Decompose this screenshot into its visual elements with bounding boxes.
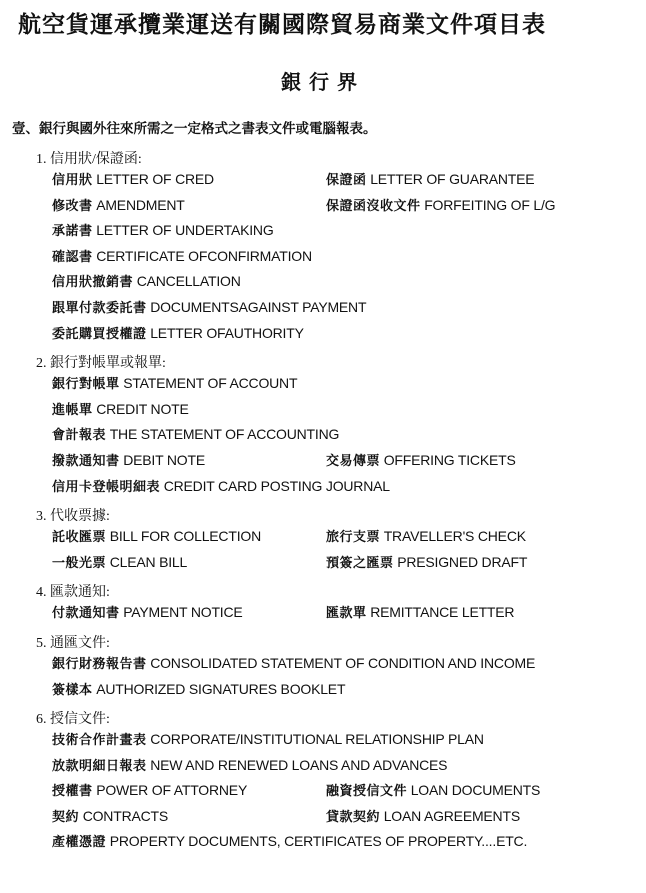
document-row: [0, 193, 646, 219]
document-item: [326, 450, 516, 470]
item-english-name: LOAN DOCUMENTS: [407, 782, 541, 799]
document-item: [52, 552, 187, 572]
document-item: [52, 476, 390, 496]
document-row: [0, 524, 646, 550]
document-row: [0, 474, 646, 500]
item-chinese-name: 匯款單: [326, 605, 367, 621]
item-english-name: DOCUMENTSAGAINST PAYMENT: [146, 298, 367, 315]
document-item: [52, 679, 345, 699]
document-item: [52, 297, 366, 317]
item-chinese-name: 授權書: [52, 783, 93, 799]
document-item: [52, 373, 297, 393]
item-english-name: CONTRACTS: [79, 807, 169, 824]
item-english-name: PAYMENT NOTICE: [119, 604, 243, 621]
item-chinese-name: 保證函沒收文件: [326, 197, 421, 213]
document-row: [0, 397, 646, 423]
item-english-name: CREDIT CARD POSTING JOURNAL: [160, 477, 390, 494]
document-item: [52, 424, 339, 444]
item-chinese-name: 契約: [52, 808, 80, 824]
document-item: [52, 399, 189, 419]
intro-heading: 壹、銀行與國外往來所需之一定格式之書表文件或電腦報表。: [12, 121, 377, 136]
item-english-name: LETTER OF GUARANTEE: [366, 171, 535, 187]
item-chinese-name: 產權憑證: [52, 834, 107, 850]
section-title: 3. 代收票據:: [36, 509, 110, 525]
item-chinese-name: 撥款通知書: [52, 452, 120, 468]
item-english-name: NEW AND RENEWED LOANS AND ADVANCES: [146, 756, 448, 773]
document-item: [52, 780, 247, 800]
document-row: [0, 244, 646, 270]
document-row: [0, 422, 646, 448]
document-item: [52, 323, 304, 343]
section-title: 5. 通匯文件:: [36, 635, 110, 651]
document-item: [52, 602, 243, 622]
document-row: [0, 677, 646, 703]
document-row: [0, 371, 646, 397]
document-item: [326, 526, 526, 546]
item-english-name: PROPERTY DOCUMENTS, CERTIFICATES OF PROPERTY....ETC.: [106, 833, 528, 850]
item-english-name: LETTER OF UNDERTAKING: [92, 222, 274, 239]
item-english-name: CERTIFICATE OFCONFIRMATION: [92, 247, 312, 264]
item-chinese-name: 銀行財務報告書: [52, 655, 147, 671]
document-item: [52, 806, 168, 826]
document-title: 航空貨運承攬業運送有關國際貿易商業文件項目表: [18, 12, 546, 37]
document-item: [326, 195, 555, 215]
section-title: 1. 信用狀/保證函:: [36, 152, 142, 167]
document-row: [0, 167, 646, 193]
document-item: [52, 526, 261, 546]
document-subtitle: 銀行界: [281, 72, 365, 94]
item-chinese-name: 一般光票: [52, 554, 107, 570]
item-english-name: OFFERING TICKETS: [380, 451, 516, 468]
document-item: [52, 271, 241, 291]
item-chinese-name: 修改書: [52, 197, 93, 213]
item-chinese-name: 預簽之匯票: [326, 554, 394, 570]
document-row: [0, 321, 646, 347]
document-item: [52, 729, 484, 749]
item-chinese-name: 保證函: [326, 172, 367, 187]
item-english-name: CREDIT NOTE: [92, 400, 189, 417]
item-english-name: PRESIGNED DRAFT: [393, 553, 528, 570]
item-english-name: CANCELLATION: [133, 273, 241, 290]
item-chinese-name: 貸款契約: [326, 808, 381, 824]
item-english-name: AMENDMENT: [92, 196, 185, 213]
item-english-name: BILL FOR COLLECTION: [106, 528, 261, 545]
item-chinese-name: 融資授信文件: [326, 783, 408, 799]
item-chinese-name: 託收匯票: [52, 529, 107, 545]
item-english-name: AUTHORIZED SIGNATURES BOOKLET: [92, 680, 346, 697]
item-chinese-name: 進帳單: [52, 401, 93, 417]
item-chinese-name: 銀行對帳單: [52, 376, 120, 392]
item-english-name: LOAN AGREEMENTS: [380, 807, 520, 824]
item-chinese-name: 旅行支票: [326, 529, 381, 545]
item-chinese-name: 放款明細日報表: [52, 757, 147, 773]
item-english-name: THE STATEMENT OF ACCOUNTING: [106, 426, 340, 443]
document-row: [0, 218, 646, 244]
document-row: [0, 651, 646, 677]
item-chinese-name: 委託購買授權證: [52, 325, 147, 341]
document-item: [52, 169, 214, 189]
item-english-name: TRAVELLER'S CHECK: [380, 528, 526, 545]
item-english-name: REMITTANCE LETTER: [366, 604, 515, 621]
document-item: [326, 780, 540, 800]
item-english-name: POWER OF ATTORNEY: [92, 782, 248, 799]
section-title: 4. 匯款通知:: [36, 585, 110, 601]
document-item: [52, 653, 535, 673]
item-english-name: FORFEITING OF L/G: [420, 196, 556, 213]
item-chinese-name: 信用卡登帳明細表: [52, 478, 161, 494]
document-item: [326, 552, 527, 572]
document-row: [0, 753, 646, 779]
document-row: [0, 448, 646, 474]
item-chinese-name: 信用狀撤銷書: [52, 274, 134, 290]
document-row: [0, 269, 646, 295]
item-english-name: CLEAN BILL: [106, 553, 188, 570]
item-english-name: LETTER OFAUTHORITY: [146, 324, 304, 341]
item-english-name: CONSOLIDATED STATEMENT OF CONDITION AND INCOME: [146, 654, 536, 671]
section-title: 2. 銀行對帳單或報單:: [36, 356, 166, 372]
document-row: [0, 295, 646, 321]
item-chinese-name: 會計報表: [52, 427, 107, 443]
section-title: 6. 授信文件:: [36, 712, 110, 728]
item-chinese-name: 付款通知書: [52, 605, 120, 621]
item-chinese-name: 技術合作計畫表: [52, 732, 147, 748]
document-row: [0, 550, 646, 576]
document-item: [52, 755, 447, 775]
document-item: [52, 195, 185, 215]
document-row: [0, 804, 646, 830]
item-english-name: CORPORATE/INSTITUTIONAL RELATIONSHIP PLAN: [146, 731, 484, 748]
item-chinese-name: 確認書: [52, 248, 93, 264]
item-chinese-name: 信用狀: [52, 172, 93, 187]
item-chinese-name: 簽樣本: [52, 681, 93, 697]
document-row: [0, 727, 646, 753]
document-item: [52, 220, 274, 240]
item-english-name: DEBIT NOTE: [119, 451, 205, 468]
document-item: [326, 602, 514, 622]
document-item: [326, 169, 534, 189]
item-chinese-name: 承諾書: [52, 223, 93, 239]
item-chinese-name: 交易傳票: [326, 452, 381, 468]
document-row: [0, 600, 646, 626]
document-item: [52, 246, 312, 266]
document-row: [0, 778, 646, 804]
document-item: [52, 450, 205, 470]
document-item: [326, 806, 520, 826]
document-list: [0, 142, 646, 855]
document-row: [0, 829, 646, 855]
document-item: [52, 831, 527, 851]
item-english-name: LETTER OF CRED: [92, 171, 214, 187]
item-chinese-name: 跟單付款委託書: [52, 299, 147, 315]
item-english-name: STATEMENT OF ACCOUNT: [119, 375, 298, 392]
